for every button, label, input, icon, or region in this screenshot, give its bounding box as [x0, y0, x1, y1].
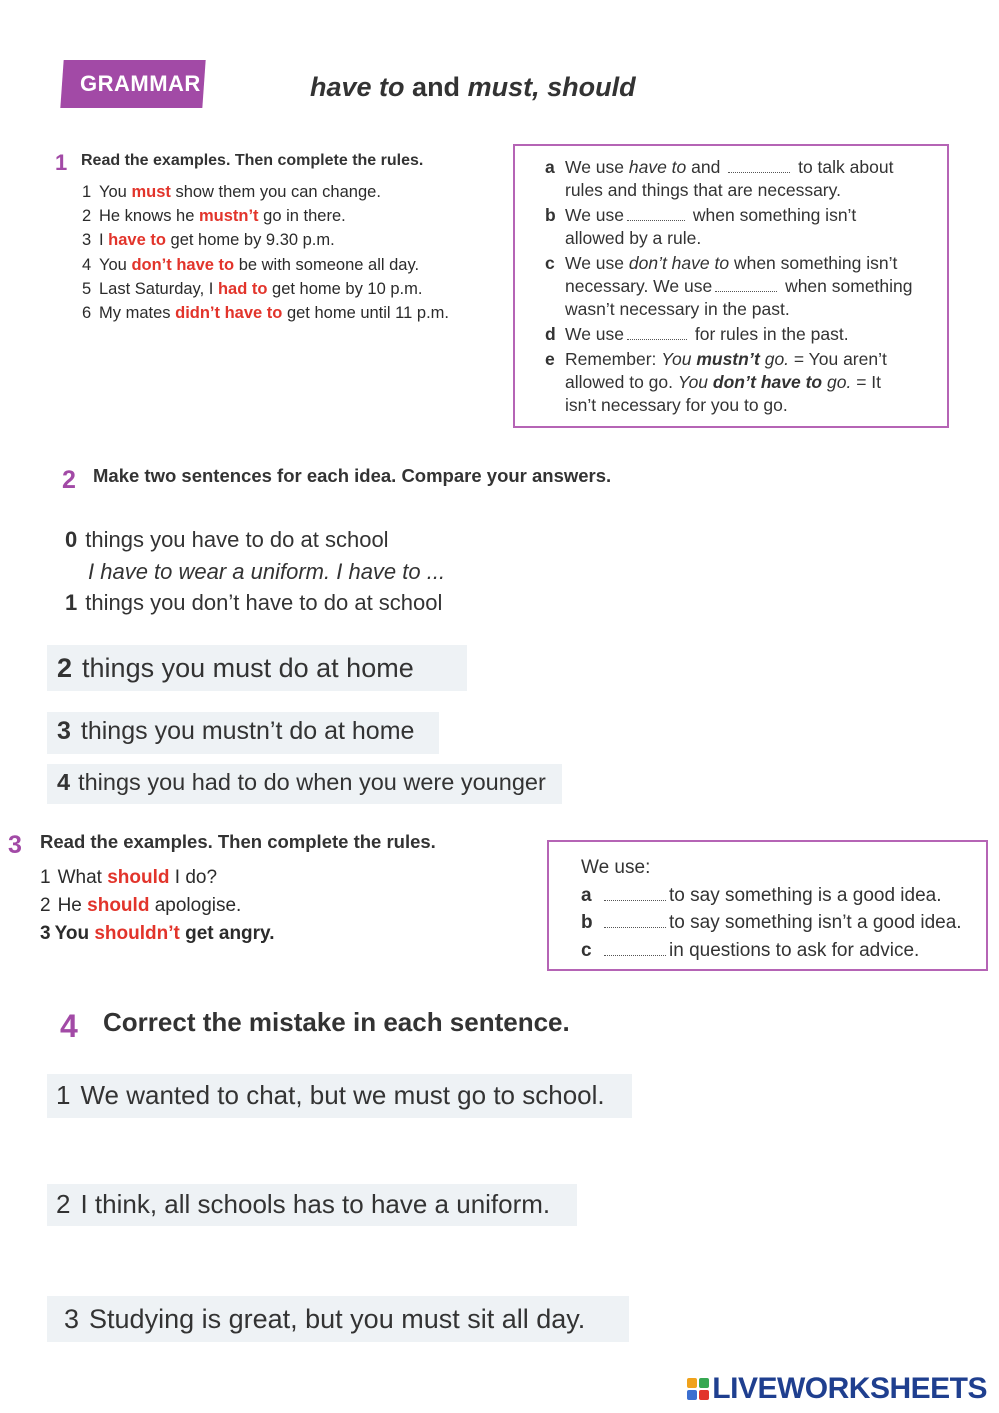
example-answer: I have to wear a uniform. I have to ...: [88, 559, 446, 584]
blank-field[interactable]: [604, 900, 666, 901]
exercise-2-item: 1 things you don’t have to do at school: [65, 590, 443, 615]
exercise-2-item: 4 things you had to do when you were younger: [57, 769, 546, 795]
exercise-1-number: 1: [55, 150, 68, 175]
exercise-2-item: 2 things you must do at home: [57, 653, 414, 683]
exercise-2-item: 0 things you have to do at school: [65, 527, 389, 552]
exercise-3-examples: [40, 864, 275, 948]
blank-field[interactable]: [715, 291, 777, 292]
exercise-4-item: 2 I think, all schools has to have a uniform.: [56, 1189, 551, 1219]
exercise-2-item: 3 things you mustn’t do at home: [57, 717, 415, 745]
rule-b: b to say something isn’t a good idea.: [581, 912, 962, 933]
exercise-2-instruction: Make two sentences for each idea. Compare your answers.: [93, 465, 612, 486]
grammar-tab: [60, 60, 205, 108]
page-title: have to and must, should: [310, 72, 636, 102]
example-sentence: 5 Last Saturday, I had to get home by 10 p.m.: [82, 279, 423, 298]
blank-field[interactable]: [627, 339, 687, 340]
example-sentence: 3 You shouldn’t get angry.: [40, 923, 275, 944]
blank-field[interactable]: [627, 220, 685, 221]
exercise-4-item: 1 We wanted to chat, but we must go to school.: [56, 1080, 605, 1110]
grammar-tab-label: GRAMMAR: [80, 71, 201, 96]
rules-heading: We use:: [581, 857, 651, 878]
rule-d: d We use for rules in the past.: [545, 324, 849, 344]
exercise-4-number: 4: [60, 1008, 78, 1044]
example-sentence: 4 You don’t have to be with someone all day.: [82, 255, 420, 274]
rule-a: a We use have to and to talk about rules and things that are necessary.: [545, 157, 894, 200]
example-sentence: 6 My mates didn’t have to get home until 11 p.m.: [82, 304, 449, 323]
liveworksheets-brand: LIVEWORKSHEETS: [712, 1372, 987, 1405]
blank-field[interactable]: [604, 927, 666, 928]
exercise-1-rules-box: [513, 144, 949, 428]
example-sentence: 1 What should I do?: [40, 867, 218, 888]
exercise-1-instruction: Read the examples. Then complete the rules.: [81, 152, 424, 169]
exercise-1-examples: [82, 180, 449, 325]
blank-field[interactable]: [604, 955, 666, 956]
example-sentence: 1 You must show them you can change.: [82, 183, 381, 201]
exercise-3-rules-box: [547, 840, 988, 971]
blank-field[interactable]: [728, 172, 790, 173]
exercise-3-instruction: Read the examples. Then complete the rules.: [40, 831, 436, 852]
rule-a: a to say something is a good idea.: [581, 884, 942, 906]
exercise-2-number: 2: [62, 466, 76, 494]
liveworksheets-logo: [687, 1372, 987, 1406]
rule-c: c in questions to ask for advice.: [581, 939, 920, 961]
rule-c: c We use don’t have to when something isn’t necessary. We use when something wasn’t necessary in the past.: [545, 253, 913, 319]
rule-e: e Remember: You mustn’t go. = You aren’t allowed to go. You don’t have to go. = It isn’t necessary for you to go.: [545, 349, 887, 415]
exercise-4-instruction: Correct the mistake in each sentence.: [103, 1007, 570, 1037]
example-sentence: 2 He knows he mustn’t go in there.: [82, 207, 346, 226]
rule-b: b We use when something isn’t allowed by a rule.: [545, 205, 857, 248]
exercise-4-item: 3 Studying is great, but you must sit all day.: [64, 1304, 586, 1334]
example-sentence: 3 I have to get home by 9.30 p.m.: [82, 231, 335, 250]
example-sentence: 2 He should apologise.: [40, 895, 242, 916]
liveworksheets-icon: [687, 1378, 709, 1400]
exercise-3-number: 3: [8, 831, 22, 859]
